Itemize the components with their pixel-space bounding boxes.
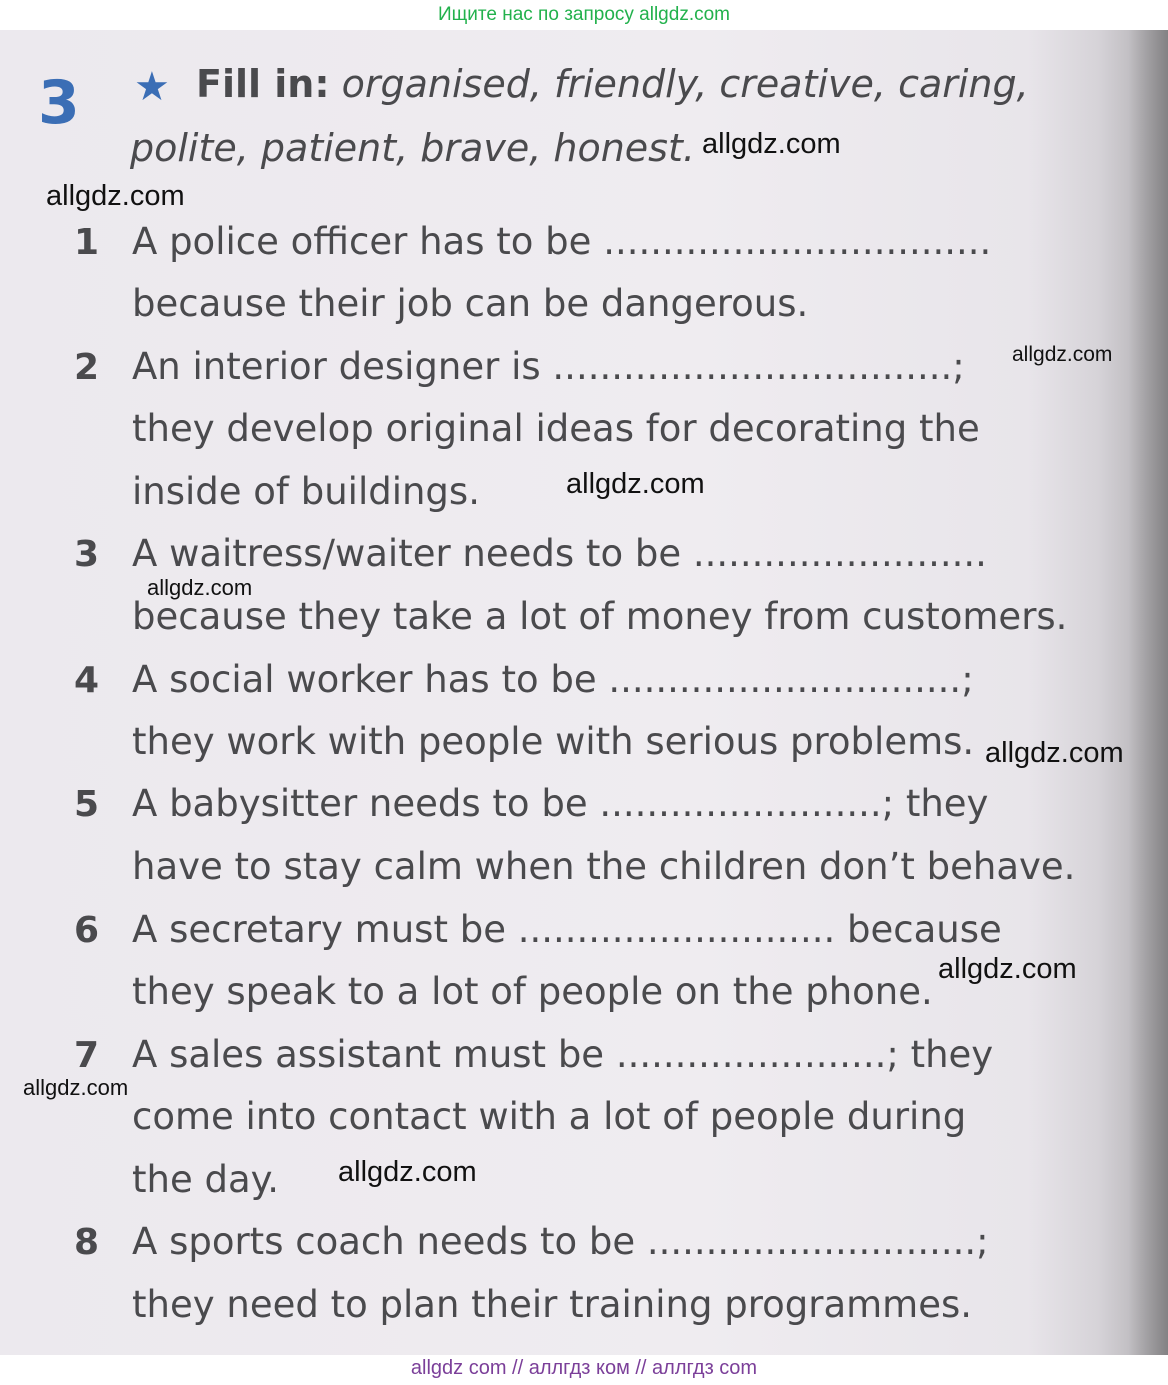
item-number: 6 [74,910,100,951]
item-text-line: A sales assistant must be .......................; they [132,1033,994,1076]
word-list-line-1: organised, friendly, creative, caring, [329,62,1029,106]
exercise-instruction [196,62,1029,106]
watermark: allgdz.com [147,575,253,600]
watermark: allgdz.com [566,468,705,500]
star-icon: ★ [134,64,170,110]
item-text-line: A social worker has to be ..............................; [132,658,974,701]
item-text-line: they develop original ideas for decorating the [132,407,980,450]
word-list-line-2: polite, patient, brave, honest. [130,126,695,170]
item-text-line: they work with people with serious problems. [132,720,975,763]
item-number: 3 [74,534,100,575]
item-text-line: because they take a lot of money from customers. [132,595,1068,638]
item-number: 5 [74,784,100,825]
item-text-line: because their job can be dangerous. [132,282,809,325]
item-text-line: A babysitter needs to be ........................; they [132,782,989,825]
item-text-line: the day. [132,1158,280,1201]
item-text-line: inside of buildings. [132,470,480,513]
item-text-line: An interior designer is ..................................; [132,345,965,388]
exercise-number: 3 [38,68,80,138]
item-number: 7 [74,1035,100,1076]
item-text-line: A sports coach needs to be ............................; [132,1220,989,1263]
instruction-heading: Fill in: [196,62,330,106]
watermark: allgdz.com [938,953,1077,985]
item-number: 1 [74,222,100,263]
item-text-line: come into contact with a lot of people during [132,1095,967,1138]
item-number: 8 [74,1222,100,1263]
item-text-line: A secretary must be ........................... because [132,908,1002,951]
page-spine-shadow [1128,30,1168,1355]
watermark: allgdz.com [338,1156,477,1188]
item-text-line: A waitress/waiter needs to be ......................... [132,532,987,575]
item-text-line: they speak to a lot of people on the phone. [132,970,933,1013]
watermark: allgdz.com [985,737,1124,769]
watermark: allgdz.com [46,180,185,212]
top-banner: Ищите нас по запросу allgdz.com [437,4,730,25]
item-text-line: they need to plan their training programmes. [132,1283,973,1326]
item-text-line: A police officer has to be ................................. [132,220,992,263]
item-text-line: have to stay calm when the children don’t behave. [132,845,1076,888]
bottom-banner: allgdz com // аллгдз ком // аллгдз com [410,1357,758,1379]
watermark: allgdz.com [23,1075,129,1100]
item-number: 2 [74,347,100,388]
watermark: allgdz.com [1012,343,1113,366]
item-number: 4 [74,660,100,701]
watermark: allgdz.com [702,128,841,160]
